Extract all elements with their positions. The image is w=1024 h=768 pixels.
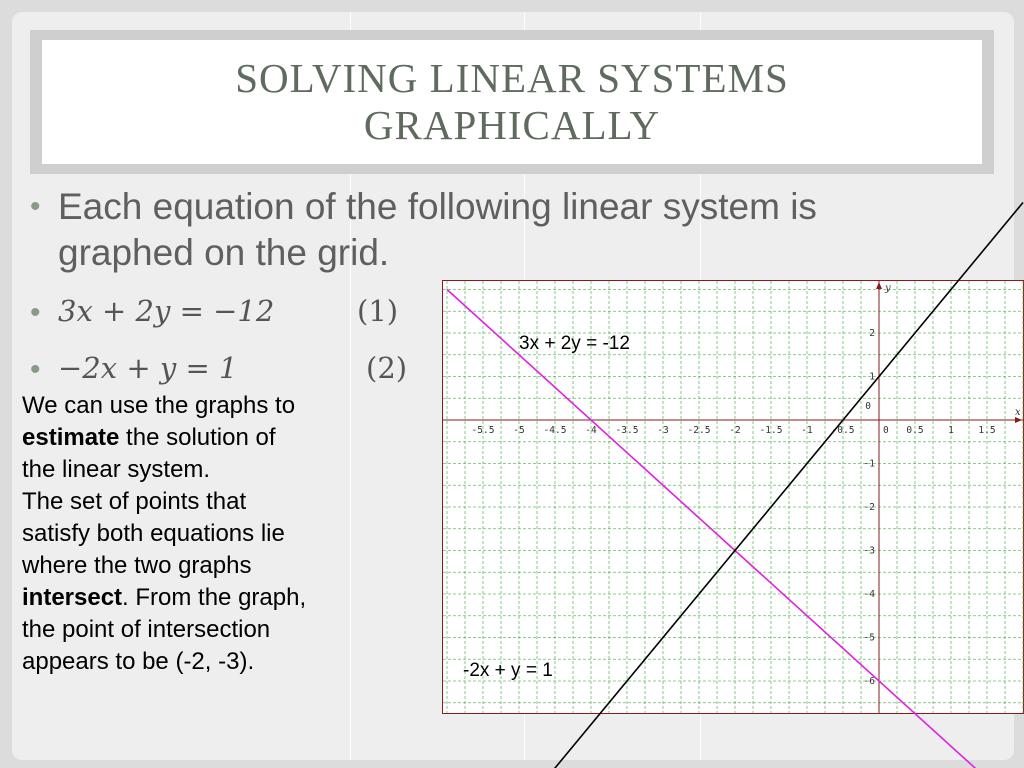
equation-2: −2x + y = 1 <box>58 351 238 385</box>
title-frame <box>30 30 994 174</box>
y-axis-arrow-icon <box>876 282 882 289</box>
bullet-dot-icon: • <box>30 353 41 386</box>
para-line <box>22 582 422 614</box>
y-tick-label: 0 <box>865 401 871 412</box>
y-tick-label: -6 <box>863 676 875 687</box>
x-tick-label: -1.5 <box>759 425 783 436</box>
x-tick-label: 0 <box>883 425 889 436</box>
x-tick-label: 1.5 <box>978 425 996 436</box>
line-2-label: -2x + y = 1 <box>463 660 553 681</box>
para-line <box>22 422 422 454</box>
para-text: . From the graph, <box>122 584 307 611</box>
graph-panel <box>442 280 1024 714</box>
y-tick-label: -2 <box>863 502 875 513</box>
line-1-label: 3x + 2y = -12 <box>519 333 630 354</box>
y-tick-label: 1 <box>869 371 875 383</box>
y-tick-label: -5 <box>863 632 875 644</box>
x-tick-label: 1 <box>948 425 954 436</box>
emphasis-intersect: intersect <box>22 584 123 611</box>
y-tick-label: -4 <box>863 589 875 600</box>
para-line: appears to be (-2, -3). <box>22 648 255 675</box>
x-axis-label: x <box>1015 407 1021 418</box>
y-tick-label: -1 <box>863 458 875 470</box>
bullet-dot-icon: • <box>30 296 41 329</box>
x-tick-label: -2.5 <box>687 425 711 436</box>
x-tick-label: -4 <box>585 425 597 436</box>
slide <box>12 12 1021 760</box>
intro-line-1: Each equation of the following linear system is <box>58 186 817 227</box>
x-tick-label: -5 <box>513 425 525 436</box>
slide-title <box>235 55 789 149</box>
para-line: The set of points that <box>22 488 247 515</box>
x-tick-label: -1 <box>801 425 813 436</box>
intro-line-2: graphed on the grid. <box>58 232 390 273</box>
title-line-2: GRAPHICALLY <box>363 102 661 148</box>
para-line: the point of intersection <box>22 616 271 643</box>
x-tick-label: -4.5 <box>543 425 567 436</box>
x-tick-label: -0.5 <box>831 425 855 436</box>
bullet-intro <box>30 184 990 276</box>
para-line: the linear system. <box>22 456 211 483</box>
para-line: satisfy both equations lie <box>22 520 285 547</box>
x-tick-label: 0.5 <box>906 425 924 436</box>
emphasis-estimate: estimate <box>22 424 120 451</box>
x-tick-label: -2 <box>729 425 741 436</box>
y-tick-label: -3 <box>863 545 875 557</box>
bullet-dot-icon: • <box>30 190 41 223</box>
equation-1-number: (1) <box>357 294 399 328</box>
para-line: where the two graphs <box>22 552 252 579</box>
y-axis-label: y <box>885 283 891 294</box>
equation-1: 3x + 2y = −12 <box>58 294 275 328</box>
x-tick-label: -3.5 <box>615 425 639 436</box>
para-text: the solution of <box>119 424 276 451</box>
x-tick-label: -5.5 <box>471 425 495 436</box>
title-box <box>42 40 982 164</box>
para-line: We can use the graphs to <box>22 392 296 419</box>
explanation-paragraph <box>22 390 422 678</box>
title-line-1: SOLVING LINEAR SYSTEMS <box>235 55 789 101</box>
equation-2-number: (2) <box>366 351 408 385</box>
x-tick-label: -3 <box>657 425 669 436</box>
y-tick-label: 2 <box>869 328 875 339</box>
